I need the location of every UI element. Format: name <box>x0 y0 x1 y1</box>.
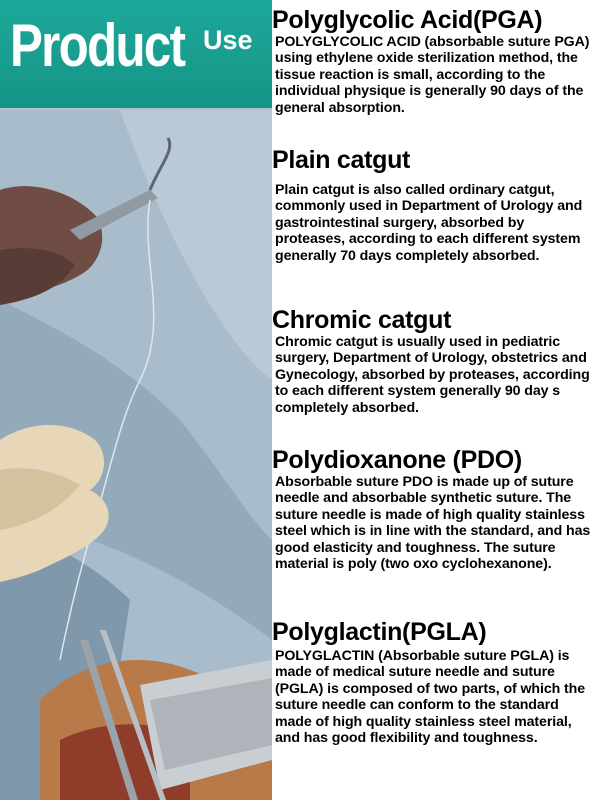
section-heading: Polyglactin(PGLA) <box>272 618 487 646</box>
section-body: POLYGLYCOLIC ACID (absorbable suture PGA) using ethylene oxide sterilization method, the tissue reaction is small, according to the individual physique is generally 90 days of the general absorption. <box>275 34 590 116</box>
section-body: Plain catgut is also called ordinary catgut, commonly used in Department of Urology and gastrointestinal surgery, absorbed by proteases, according to each different system generally 70 days completely absorbed. <box>275 182 583 264</box>
section-pga <box>272 6 596 116</box>
section-plain-catgut <box>272 146 596 264</box>
section-heading: Polyglycolic Acid(PGA) <box>272 6 543 34</box>
section-body: Chromic catgut is usually used in pediatric surgery, Department of Urology, obstetrics and Gynecology, absorbed by proteases, according to each different system generally 90 day s completely absorbed. <box>275 334 590 416</box>
suture-descriptions <box>272 0 596 800</box>
section-body: Absorbable suture PDO is made up of suture needle and absorbable synthetic suture. The suture needle is made of high quality stainless steel which is in line with the standard, and has good elasticity and toughness. The suture material is poly (two oxo cyclohexanone). <box>275 474 591 573</box>
section-pdo <box>272 446 596 572</box>
surgical-suture-photo <box>0 0 272 800</box>
section-pgla <box>272 618 596 746</box>
banner-subtitle: Use <box>203 25 253 55</box>
product-photo-panel <box>0 0 272 800</box>
section-chromic-catgut <box>272 306 596 416</box>
section-heading: Chromic catgut <box>272 306 452 334</box>
banner-title: Product <box>10 12 185 79</box>
section-heading: Plain catgut <box>272 146 411 174</box>
section-body: POLYGLACTIN (Absorbable suture PGLA) is made of medical suture needle and suture (PGLA) is composed of two parts, of which the suture needle can conform to the standard made of high quality stainless steel material, and has good flexibility and toughness. <box>275 648 586 747</box>
section-heading: Polydioxanone (PDO) <box>272 446 522 474</box>
product-use-banner <box>0 0 272 108</box>
